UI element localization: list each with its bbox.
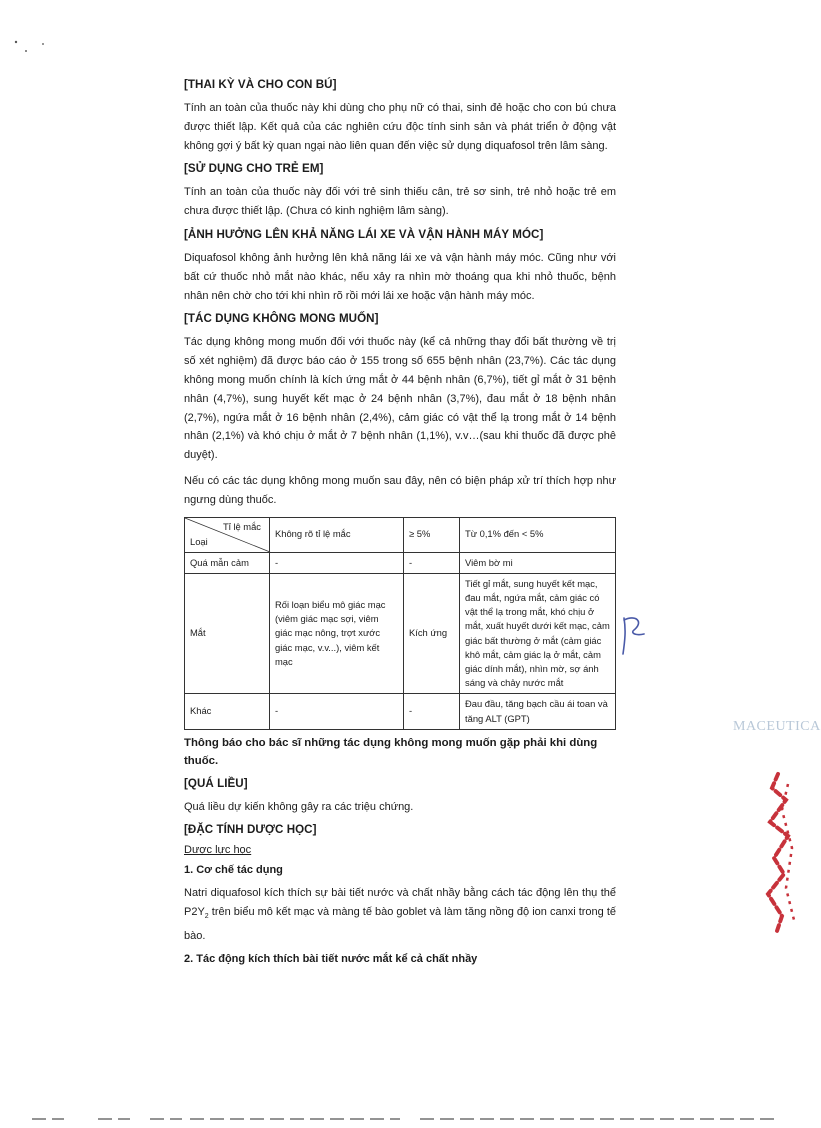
children-text: Tính an toàn của thuốc này đối với trẻ sinh thiếu cân, trẻ sơ sinh, trẻ nhỏ hoặc trẻ em chưa được thiết lập. (Chưa có kinh nghiệm lâm sàng). [184, 186, 616, 218]
mechanism-subscript: 2 [204, 913, 209, 921]
pharmacology-heading: [ĐẶC TÍNH DƯỢC HỌC] [184, 823, 317, 837]
header-ge5: ≥ 5% [404, 517, 460, 552]
red-stamp-mark [758, 770, 800, 940]
children-heading: [SỬ DỤNG CHO TRẺ EM] [184, 162, 324, 176]
table-row [185, 573, 616, 694]
table-row [185, 694, 616, 729]
row-range: Đau đầu, tăng bạch cầu ái toan và tăng ALT (GPT) [460, 694, 616, 729]
pharmacodynamics-heading: Dược lực học [184, 844, 252, 857]
scan-marks [14, 20, 54, 60]
row-range: Tiết gỉ mắt, sung huyết kết mạc, đau mắt, ngứa mắt, cảm giác có vật thể lạ trong mắt, khó chịu ở mắt, xuất huyết dưới kết mạc, cảm giác bất thường ở mắt (cảm giác khô mắt, cảm giác lạ ở mắt, cảm giác dính mắt), nhìn mờ, sợ ánh sáng và chảy nước mắt [460, 573, 616, 694]
row-range: Viêm bờ mi [460, 552, 616, 573]
row-ge5: - [404, 552, 460, 573]
notify-doctor-text: Thông báo cho bác sĩ những tác dụng không mong muốn gặp phải khi dùng thuốc. [184, 736, 598, 768]
overdose-heading: [QUÁ LIỀU] [184, 776, 248, 790]
mechanism-text-post: trên biểu mô kết mạc và màng tế bào goblet và làm tăng nồng độ ion canxi trong tế bào. [184, 906, 616, 943]
row-unknown: Rối loạn biểu mô giác mạc (viêm giác mạc sợi, viêm giác mạc nông, trợt xước giác mạc, v.v...), viêm kết mạc [270, 573, 404, 694]
mechanism-text [184, 884, 616, 946]
adverse-text: Tác dụng không mong muốn đối với thuốc này (kể cả những thay đổi bất thường về trị số xét nghiệm) đã được báo cáo ở 155 trong số 655 bệnh nhân (23,7%). Các tác dụng không mong muốn chính là kích ứng mắt ở 44 bệnh nhân (6,7%), tiết gỉ mắt ở 31 bệnh nhân (4,7%), sung huyết kết mạc ở 24 bệnh nhân (3,7%), đau mắt ở 18 bệnh nhân (2,7%), ngứa mắt ở 16 bệnh nhân (2,4%), cảm giác có vật thể lạ trong mắt ở 14 bệnh nhân (2,1%) và khó chịu ở mắt ở 7 bệnh nhân (1,1%), v.v…(sau khi thuốc đã được phê duyệt). [184, 336, 616, 462]
table-row [185, 552, 616, 573]
header-range: Từ 0,1% đến < 5% [460, 517, 616, 552]
pregnancy-heading: [THAI KỲ VÀ CHO CON BÚ] [184, 78, 337, 91]
table-header-row [185, 517, 616, 552]
row-type: Khác [185, 694, 270, 729]
header-unknown: Không rõ tỉ lệ mắc [270, 517, 404, 552]
driving-heading: [ẢNH HƯỞNG LÊN KHẢ NĂNG LÁI XE VÀ VẬN HÀNH MÁY MÓC] [184, 227, 544, 241]
adverse-intro: Nếu có các tác dụng không mong muốn sau đây, nên có biện pháp xử trí thích hợp như ngưng dùng thuốc. [184, 474, 616, 506]
row-ge5: - [404, 694, 460, 729]
mechanism-text-pre: Natri diquafosol kích thích sự bài tiết nước và chất nhầy bằng cách tác động lên thụ thể P2Y [184, 887, 616, 919]
secretion-heading: 2. Tác động kích thích bài tiết nước mắt kể cả chất nhầy [184, 952, 478, 965]
adverse-heading: [TÁC DỤNG KHÔNG MONG MUỐN] [184, 312, 379, 326]
row-type: Quá mẫn cảm [185, 552, 270, 573]
corner-label-frequency: Tỉ lệ mắc [222, 520, 261, 532]
corner-label-type: Loại [190, 536, 208, 548]
overdose-text: Quá liều dự kiến không gây ra các triệu chứng. [184, 800, 414, 813]
footer-scan-line [0, 1116, 800, 1122]
driving-text: Diquafosol không ảnh hưởng lên khả năng lái xe và vận hành máy móc. Cũng như với bất cứ thuốc nhỏ mắt nào khác, nếu xảy ra nhìn mờ thoáng qua khi nhỏ thuốc, bệnh nhân nên chờ cho tới khi nhìn rõ rồi mới lái xe hoặc vận hành máy móc. [184, 251, 616, 302]
row-unknown: - [270, 552, 404, 573]
row-unknown: - [270, 694, 404, 729]
adverse-effects-table [184, 517, 616, 730]
table-corner-cell [185, 517, 270, 552]
handwritten-signature [614, 610, 650, 658]
pregnancy-text: Tính an toàn của thuốc này khi dùng cho phụ nữ có thai, sinh đẻ hoặc cho con bú chưa được thiết lập. Kết quả của các nghiên cứu độc tính sinh sản và phát triển ở động vật không gợi ý bất kỳ quan ngại nào liên quan đến việc sử dụng diquafosol trên lâm sàng. [184, 102, 616, 152]
row-ge5: Kích ứng [404, 573, 460, 694]
company-stamp-text: MACEUTICA [733, 719, 821, 734]
mechanism-heading: 1. Cơ chế tác dụng [184, 864, 283, 877]
document-body [184, 78, 616, 973]
row-type: Mắt [185, 573, 270, 694]
